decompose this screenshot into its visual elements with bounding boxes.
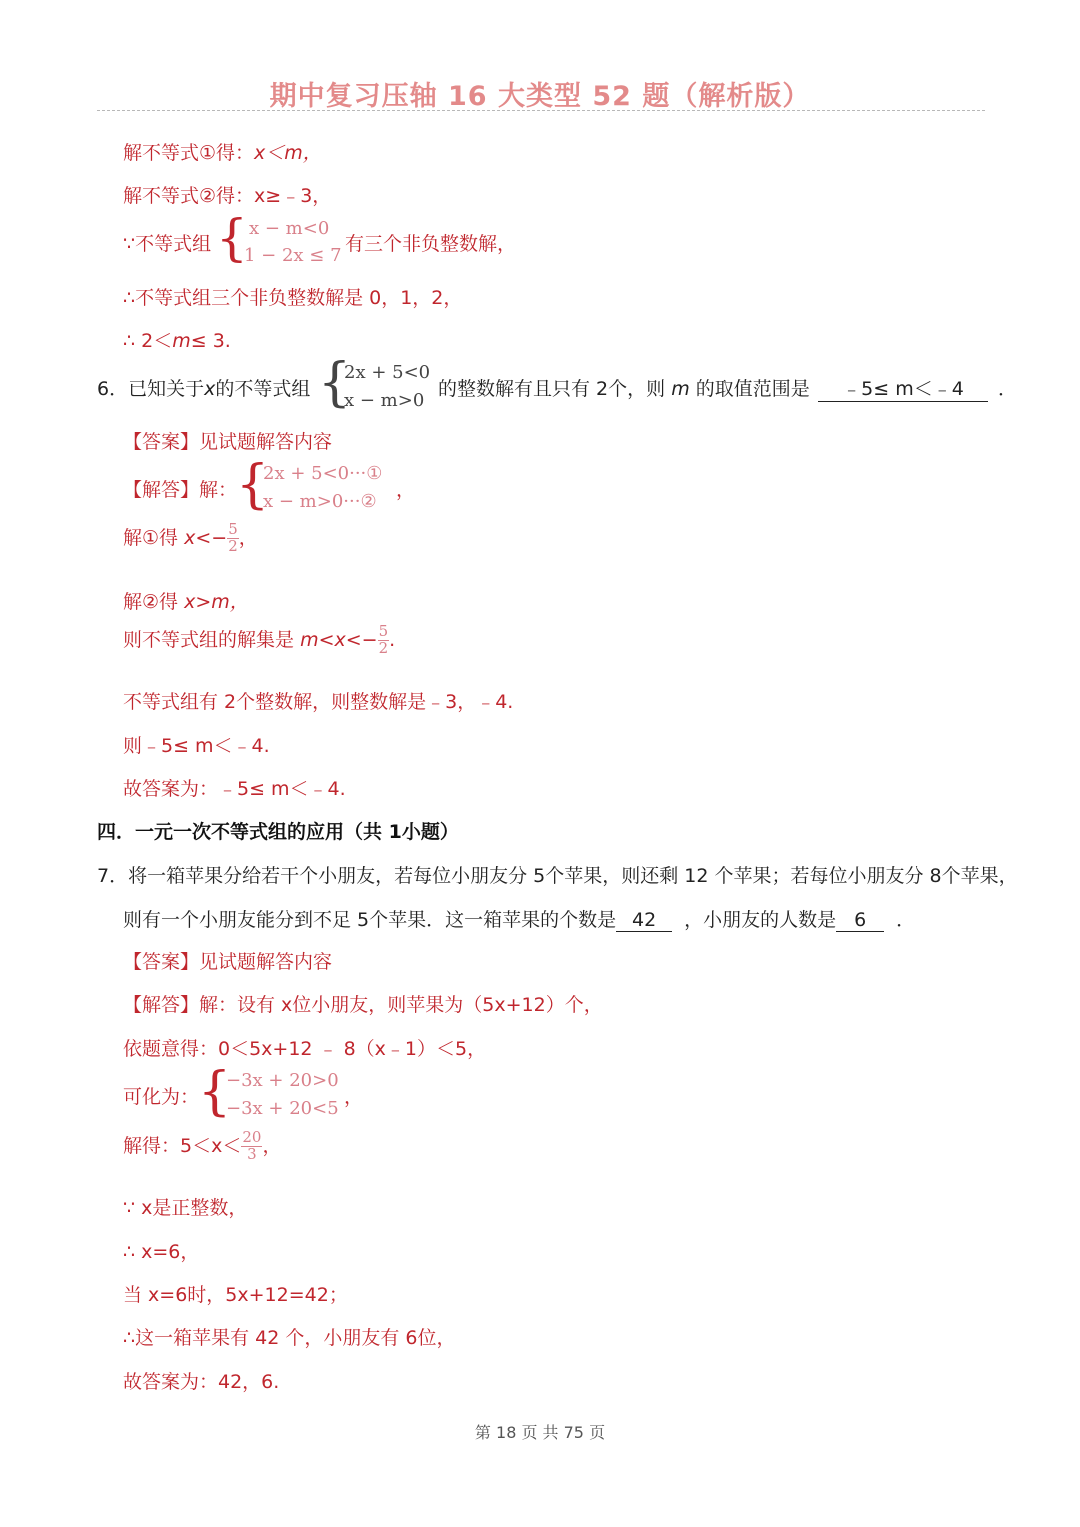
q7-solution-3-label: 可化为： <box>123 1086 200 1108</box>
q6-solution-brace: { <box>236 455 270 515</box>
q6-system-eq2: x − m>0 <box>344 390 425 411</box>
q6-step-3-post: . <box>389 628 396 651</box>
q7-solution-7: 当 x=6时，5x+12=42； <box>123 1284 348 1306</box>
prev-line-5-pre: ∴ 2＜ <box>123 330 173 352</box>
q7-system-eq2: −3x + 20<5 <box>226 1098 339 1119</box>
q7-answer-blank-2: 6 <box>836 909 884 932</box>
q6-answer-blank-wrap <box>818 374 1017 402</box>
prev-line-2 <box>123 181 331 208</box>
q6-answer: 【答案】见试题解答内容 <box>123 431 333 453</box>
q6-solution-eq2: x − m>0···② <box>263 491 377 512</box>
q6-step-1 <box>123 522 258 555</box>
page-footer: 第 18 页 共 75 页 <box>474 1423 606 1442</box>
q7-system-eq1: −3x + 20>0 <box>226 1070 339 1091</box>
q7-answer: 【答案】见试题解答内容 <box>123 951 333 973</box>
section-4-title: 四．一元一次不等式组的应用（共 1小题） <box>97 821 459 843</box>
q6-solution-comma: ， <box>396 479 416 501</box>
q6-stem-pre: 已知关于 <box>128 378 205 400</box>
q7-solution-1: 【解答】解：设有 x位小朋友，则苹果为（5x+12）个， <box>123 994 603 1016</box>
q7-solution-4-post: ， <box>262 1134 282 1157</box>
q7-solution-6: ∴ x=6， <box>123 1241 200 1263</box>
q6-stem-post <box>438 374 810 401</box>
q6-stem-m: m <box>671 378 690 400</box>
q7-system-comma: ， <box>344 1086 364 1108</box>
q7-stem-2-pre: 则有一个小朋友能分到不足 5个苹果．这一箱苹果的个数是 <box>123 909 617 931</box>
q7-solution-2: 依题意得：0＜5x+12 ﹣ 8（x﹣1）＜5， <box>123 1038 487 1060</box>
q6-solution-label: 【解答】解： <box>123 479 238 501</box>
q6-step-1-frac-num: 5 <box>228 520 238 538</box>
q7-number: 7． <box>97 865 129 887</box>
q7-stem-line-1 <box>97 861 1018 888</box>
q7-solution-4 <box>123 1130 281 1163</box>
prev-line-5 <box>123 326 231 353</box>
q7-stem-line-2 <box>123 905 915 932</box>
q6-stem-x: x <box>204 378 216 400</box>
q6-step-3-pre: 则不等式组的解集是 <box>123 628 295 651</box>
prev-system-brace: { <box>216 209 248 267</box>
q6-step-4: 不等式组有 2个整数解，则整数解是﹣3，﹣4. <box>123 691 514 713</box>
q6-step-2-math: x>m， <box>184 591 249 613</box>
header-divider <box>97 110 985 111</box>
prev-line-1 <box>123 138 322 165</box>
q7-solution-8: ∴这一箱苹果有 42 个，小朋友有 6位， <box>123 1327 456 1349</box>
q7-solution-4-fraction <box>241 1130 262 1163</box>
q6-stem-mid: 的不等式组 <box>215 378 311 400</box>
q7-solution-5: ∵ x是正整数， <box>123 1197 248 1219</box>
prev-line-2-text: 解不等式②得： <box>123 185 255 207</box>
prev-system-eq1: x − m<0 <box>249 218 330 239</box>
prev-line-1-math: x＜m， <box>254 142 322 164</box>
q6-stem-post-text: 的整数解有且只有 2个，则 <box>438 378 666 400</box>
q7-stem-2-mid: ，小朋友的人数是 <box>684 909 837 931</box>
q6-stem-tail: 的取值范围是 <box>695 378 810 400</box>
q6-step-3-math: m<x<− <box>300 628 378 651</box>
q6-period: ． <box>998 378 1018 400</box>
q6-step-3-fraction <box>378 624 390 657</box>
q7-stem-1: 将一箱苹果分给若干个小朋友，若每位小朋友分 5个苹果，则还剩 12 个苹果；若每位小朋友分 8个苹果， <box>128 865 1018 887</box>
prev-line-4: ∴不等式组三个非负整数解是 0，1，2， <box>123 287 463 309</box>
q6-step-1-post: ， <box>238 526 258 549</box>
q7-frac-den: 3 <box>247 1144 257 1163</box>
prev-line-5-post: ≤ 3. <box>190 330 231 352</box>
q7-system-brace: { <box>198 1062 232 1122</box>
prev-line-3-post: 有三个非负整数解， <box>345 233 517 255</box>
q6-answer-blank: ﹣5≤ m＜﹣4 <box>818 374 988 402</box>
q6-step-2-pre: 解②得 <box>123 591 179 613</box>
q6-step-2 <box>123 587 249 614</box>
q6-system-brace: { <box>318 353 352 413</box>
q7-period: ． <box>896 909 916 931</box>
prev-line-1-text: 解不等式①得： <box>123 142 255 164</box>
q6-step-3 <box>123 624 395 657</box>
q6-step-6: 故答案为：﹣5≤ m＜﹣4. <box>123 778 346 800</box>
q6-step-1-fraction <box>227 522 239 555</box>
q6-step-1-pre: 解①得 <box>123 526 179 549</box>
q6-step-1-math: x<− <box>184 526 228 549</box>
q7-frac-num: 20 <box>242 1128 262 1146</box>
q7-solution-9: 故答案为：42，6. <box>123 1371 280 1393</box>
q7-solution-4-pre: 解得：5＜x＜ <box>123 1134 242 1157</box>
q7-answer-blank-1: 42 <box>616 909 672 932</box>
q6-step-1-frac-den: 2 <box>228 536 238 555</box>
q6-step-3-frac-num: 5 <box>378 622 389 640</box>
q6-step-3-frac-den: 2 <box>378 638 389 657</box>
q6-number: 6． <box>97 378 129 400</box>
prev-system-eq2: 1 − 2x ≤ 7 <box>244 245 342 266</box>
q6-system-eq1: 2x + 5<0 <box>344 362 431 383</box>
prev-line-3-label: ∵不等式组 <box>123 233 212 255</box>
q6-solution-eq1: 2x + 5<0···① <box>263 463 383 484</box>
page-header-title: 期中复习压轴 16 大类型 52 题（解析版） <box>269 81 811 112</box>
q6-stem <box>97 374 310 401</box>
prev-line-2-math: x≥﹣3， <box>254 185 332 207</box>
prev-line-5-m: m <box>172 330 191 352</box>
q6-step-5: 则﹣5≤ m＜﹣4. <box>123 735 270 757</box>
